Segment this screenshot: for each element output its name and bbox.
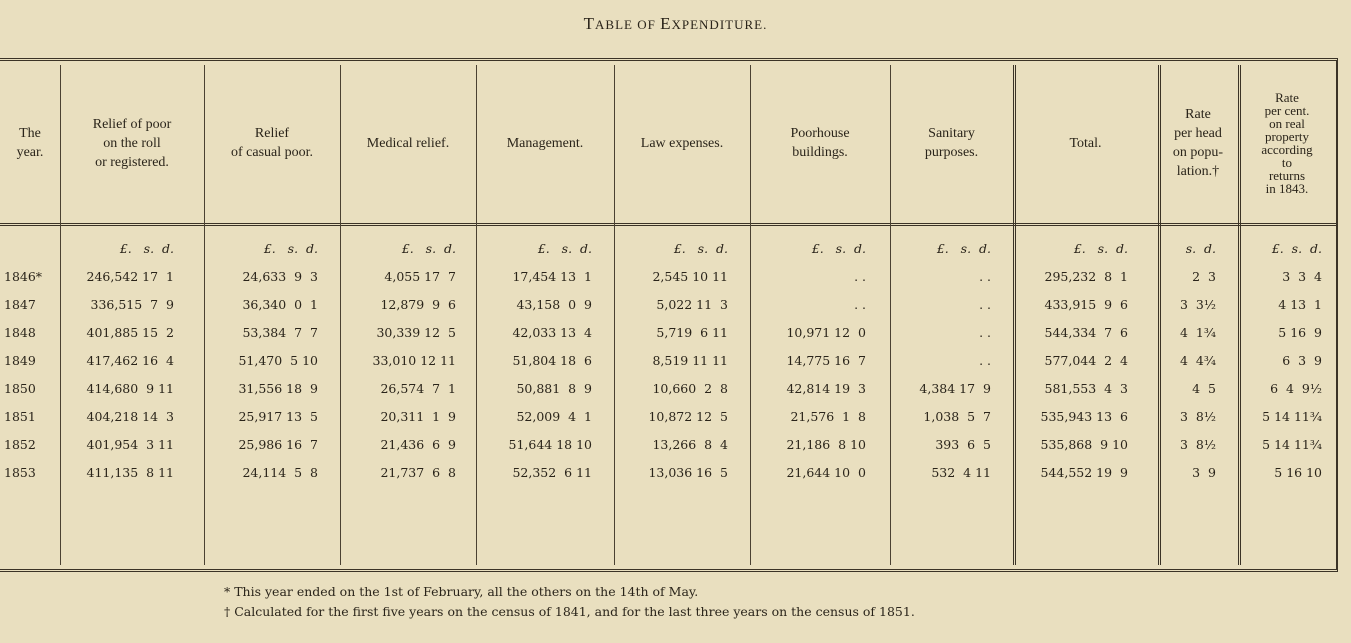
cell-year: 1848 xyxy=(4,325,36,340)
cell-rate-per-head: 3 8½ xyxy=(1180,409,1216,424)
cell-total: 581,553 4 3 xyxy=(1044,381,1128,396)
cell-relief-casual: 36,340 0 1 xyxy=(242,297,318,312)
cell-sanitary-purposes: . . xyxy=(979,269,991,284)
cell-rate-per-cent: 6 3 9 xyxy=(1282,353,1322,368)
cell-medical-relief: 30,339 12 5 xyxy=(376,325,456,340)
cell-rate-per-cent: 6 4 9½ xyxy=(1270,381,1322,396)
cell-law-expenses: 2,545 10 11 xyxy=(652,269,728,284)
cell-sanitary-purposes: 4,384 17 9 xyxy=(919,381,991,396)
cell-management: 43,158 0 9 xyxy=(516,297,592,312)
cell-law-expenses: 8,519 11 11 xyxy=(652,353,728,368)
header-label: Medical relief. xyxy=(366,135,450,151)
cell-poorhouse-buildings: 21,644 10 0 xyxy=(786,465,866,480)
header-year xyxy=(2,67,58,219)
cell-rate-per-head: 4 4¾ xyxy=(1180,353,1216,368)
cell-total: 433,915 9 6 xyxy=(1044,297,1128,312)
cell-rate-per-cent: 5 14 11¾ xyxy=(1262,437,1322,452)
cell-law-expenses: 13,036 16 5 xyxy=(648,465,728,480)
header-rate-per-head xyxy=(1160,67,1236,219)
cell-medical-relief: 4,055 17 7 xyxy=(384,269,456,284)
cell-relief-casual: 24,633 9 3 xyxy=(242,269,318,284)
table-row xyxy=(0,431,1336,459)
expenditure-table xyxy=(0,58,1338,572)
cell-medical-relief: 21,436 6 9 xyxy=(380,437,456,452)
cell-poorhouse-buildings: 21,186 8 10 xyxy=(786,437,866,452)
cell-management: 50,881 8 9 xyxy=(516,381,592,396)
cell-rate-per-head: 3 3½ xyxy=(1180,297,1216,312)
header-label: Relief of casual poor. xyxy=(230,126,314,160)
cell-management: 51,644 18 10 xyxy=(508,437,592,452)
cell-medical-relief: 21,737 6 8 xyxy=(380,465,456,480)
cell-total: 535,868 9 10 xyxy=(1040,437,1128,452)
header-label: Total. xyxy=(1069,135,1102,151)
cell-poorhouse-buildings: . . xyxy=(854,269,866,284)
cell-relief-casual: 53,384 7 7 xyxy=(242,325,318,340)
header-label: Management. xyxy=(506,135,584,151)
header-label: The year. xyxy=(16,126,44,160)
cell-relief-casual: 24,114 5 8 xyxy=(242,465,318,480)
cell-management: 52,352 6 11 xyxy=(512,465,592,480)
cell-rate-per-head: 4 5 xyxy=(1192,381,1216,396)
table-row xyxy=(0,347,1336,375)
table-row xyxy=(0,459,1336,487)
cell-sanitary-purposes: . . xyxy=(979,353,991,368)
header-relief-roll xyxy=(62,67,202,219)
cell-year: 1853 xyxy=(4,465,36,480)
header-total xyxy=(1015,67,1156,219)
cell-relief-roll: 336,515 7 9 xyxy=(90,297,174,312)
cell-medical-relief: 20,311 1 9 xyxy=(380,409,456,424)
header-medical-relief xyxy=(342,67,474,219)
cell-poorhouse-buildings: 10,971 12 0 xyxy=(786,325,866,340)
unit-rate-per-head: s. d. xyxy=(1185,241,1216,256)
header-label: Law expenses. xyxy=(640,135,724,151)
cell-total: 577,044 2 4 xyxy=(1044,353,1128,368)
cell-poorhouse-buildings: . . xyxy=(854,297,866,312)
cell-year: 1847 xyxy=(4,297,36,312)
table-row xyxy=(0,375,1336,403)
table-row xyxy=(0,403,1336,431)
unit-law-expenses: £. s. d. xyxy=(673,241,728,256)
cell-year: 1849 xyxy=(4,353,36,368)
cell-rate-per-cent: 3 3 4 xyxy=(1282,269,1322,284)
cell-year: 1850 xyxy=(4,381,36,396)
cell-sanitary-purposes: 393 6 5 xyxy=(935,437,991,452)
footnote-census: † Calculated for the first five years on the census of 1841, and for the last three years on the census of 1851. xyxy=(224,604,915,619)
footnote-year: * This year ended on the 1st of February, all the others on the 14th of May. xyxy=(224,584,699,599)
table-title: TABLE OF EXPENDITURE. xyxy=(583,14,768,33)
cell-law-expenses: 10,872 12 5 xyxy=(648,409,728,424)
unit-sanitary-purposes: £. s. d. xyxy=(936,241,991,256)
header-poorhouse-buildings xyxy=(752,67,888,219)
cell-rate-per-head: 2 3 xyxy=(1192,269,1216,284)
cell-relief-roll: 411,135 8 11 xyxy=(86,465,174,480)
cell-management: 42,033 13 4 xyxy=(512,325,592,340)
cell-total: 544,334 7 6 xyxy=(1044,325,1128,340)
cell-relief-roll: 404,218 14 3 xyxy=(86,409,174,424)
cell-management: 52,009 4 1 xyxy=(516,409,592,424)
table-row xyxy=(0,263,1336,291)
cell-year: 1852 xyxy=(4,437,36,452)
cell-poorhouse-buildings: 42,814 19 3 xyxy=(786,381,866,396)
table-row xyxy=(0,291,1336,319)
cell-medical-relief: 12,879 9 6 xyxy=(380,297,456,312)
header-law-expenses xyxy=(616,67,748,219)
cell-law-expenses: 5,022 11 3 xyxy=(656,297,728,312)
header-label: Rate per head on popu- lation.† xyxy=(1172,107,1224,179)
cell-management: 17,454 13 1 xyxy=(512,269,592,284)
cell-relief-casual: 51,470 5 10 xyxy=(238,353,318,368)
cell-sanitary-purposes: 1,038 5 7 xyxy=(923,409,991,424)
cell-rate-per-head: 3 8½ xyxy=(1180,437,1216,452)
cell-rate-per-head: 3 9 xyxy=(1192,465,1216,480)
units-row xyxy=(0,235,1336,263)
header-rule xyxy=(0,223,1336,226)
cell-total: 295,232 8 1 xyxy=(1044,269,1128,284)
cell-relief-roll: 401,954 3 11 xyxy=(86,437,174,452)
cell-medical-relief: 26,574 7 1 xyxy=(380,381,456,396)
cell-rate-per-cent: 5 16 9 xyxy=(1278,325,1322,340)
cell-relief-roll: 417,462 16 4 xyxy=(86,353,174,368)
cell-relief-casual: 25,917 13 5 xyxy=(238,409,318,424)
cell-sanitary-purposes: 532 4 11 xyxy=(931,465,991,480)
header-label: Relief of poor on the roll or registered. xyxy=(92,116,172,170)
cell-law-expenses: 5,719 6 11 xyxy=(656,325,728,340)
cell-total: 544,552 19 9 xyxy=(1040,465,1128,480)
header-rate-per-cent xyxy=(1240,67,1334,219)
header-label: Poorhouse buildings. xyxy=(790,126,850,160)
cell-poorhouse-buildings: 21,576 1 8 xyxy=(790,409,866,424)
unit-poorhouse-buildings: £. s. d. xyxy=(811,241,866,256)
cell-total: 535,943 13 6 xyxy=(1040,409,1128,424)
cell-medical-relief: 33,010 12 11 xyxy=(372,353,456,368)
unit-relief-casual: £. s. d. xyxy=(263,241,318,256)
header-label: Sanitary purposes. xyxy=(924,126,979,160)
header-sanitary-purposes xyxy=(892,67,1011,219)
cell-relief-casual: 31,556 18 9 xyxy=(238,381,318,396)
cell-sanitary-purposes: . . xyxy=(979,297,991,312)
cell-relief-roll: 401,885 15 2 xyxy=(86,325,174,340)
cell-rate-per-head: 4 1¾ xyxy=(1180,325,1216,340)
cell-rate-per-cent: 5 16 10 xyxy=(1274,465,1322,480)
cell-relief-casual: 25,986 16 7 xyxy=(238,437,318,452)
cell-relief-roll: 414,680 9 11 xyxy=(86,381,174,396)
header-label: Rate per cent. on real property according to returns in 1843. xyxy=(1261,90,1313,196)
table-row xyxy=(0,319,1336,347)
unit-medical-relief: £. s. d. xyxy=(401,241,456,256)
cell-law-expenses: 13,266 8 4 xyxy=(652,437,728,452)
unit-rate-per-cent: £. s. d. xyxy=(1271,241,1322,256)
cell-management: 51,804 18 6 xyxy=(512,353,592,368)
cell-relief-roll: 246,542 17 1 xyxy=(86,269,174,284)
cell-sanitary-purposes: . . xyxy=(979,325,991,340)
unit-total: £. s. d. xyxy=(1073,241,1128,256)
cell-poorhouse-buildings: 14,775 16 7 xyxy=(786,353,866,368)
unit-management: £. s. d. xyxy=(537,241,592,256)
cell-rate-per-cent: 5 14 11¾ xyxy=(1262,409,1322,424)
cell-year: 1846* xyxy=(4,269,43,284)
unit-relief-roll: £. s. d. xyxy=(119,241,174,256)
cell-law-expenses: 10,660 2 8 xyxy=(652,381,728,396)
header-relief-casual xyxy=(206,67,338,219)
cell-rate-per-cent: 4 13 1 xyxy=(1278,297,1322,312)
header-management xyxy=(478,67,612,219)
cell-year: 1851 xyxy=(4,409,36,424)
